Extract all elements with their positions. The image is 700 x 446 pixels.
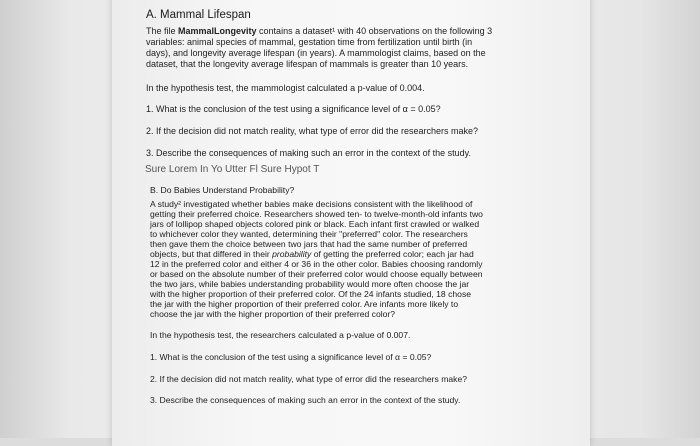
section-b-question-3: 3. Describe the consequences of making such an error in the context of the study. <box>150 395 461 405</box>
section-b-pvalue: In the hypothesis test, the researchers calculated a p-value of 0.007. <box>150 330 411 340</box>
section-b-question-2: 2. If the decision did not match reality, what type of error did the researchers make? <box>150 374 468 384</box>
section-b-body-line: the two jars, while babies understanding probability would more often choose the jar <box>150 279 470 289</box>
cut-off-text-row <box>145 164 405 176</box>
section-a-intro-line: days), and longevity average lifespan (in years). A mammologist claims, based on the <box>146 48 486 58</box>
section-a-title: A. Mammal Lifespan <box>146 9 251 21</box>
section-a-question-2: 2. If the decision did not match reality, what type of error did the researchers make? <box>146 126 478 136</box>
section-a-intro-line: dataset, that the longevity average lifespan of mammals is greater than 10 years. <box>146 59 469 69</box>
section-b-body-line: then gave them the choice between two jars that had the same number of preferred <box>150 239 468 249</box>
section-b-body-line: or based on the absolute number of their preferred color would choose equally between <box>150 269 483 279</box>
section-b-title: B. Do Babies Understand Probability? <box>150 185 295 195</box>
section-b-body-line: choose the jar with the higher proportion of their preferred color? <box>150 309 396 319</box>
section-b-body-line: A study² investigated whether babies make decisions consistent with the likelihood of <box>150 199 473 209</box>
section-b-body-line: with the higher proportion of their preferred color. Of the 24 infants studied, 18 chose <box>150 289 472 299</box>
section-a-intro-line: The file MammalLongevity contains a dataset¹ with 40 observations on the following 3 <box>146 26 493 36</box>
section-b-body-line: the jar with the higher proportion of their preferred color. Are infants more likely to <box>150 299 459 309</box>
section-a-question-3: 3. Describe the consequences of making such an error in the context of the study. <box>146 148 472 158</box>
section-b-body-line: objects, but that differed in their probability of getting the preferred color; each jar had <box>150 249 474 259</box>
section-b-body-line: getting their preferred choice. Researchers showed ten- to twelve-month-old infants two <box>150 209 483 219</box>
section-b-body-line: 12 in the preferred color and either 4 or 36 in the other color. Babies choosing randomly <box>150 259 483 269</box>
section-b-question-1: 1. What is the conclusion of the test using a significance level of α = 0.05? <box>150 352 432 362</box>
section-a-pvalue: In the hypothesis test, the mammologist calculated a p-value of 0.004. <box>146 83 425 93</box>
section-b-body-line: jars of lollipop shaped objects colored pink or black. Each infant first crawled or walked <box>150 219 480 229</box>
emphasis-probability: probability <box>272 249 312 259</box>
section-a-intro-line: variables: animal species of mammal, gestation time from fertilization until birth (in <box>146 37 473 47</box>
section-a-question-1: 1. What is the conclusion of the test using a significance level of α = 0.05? <box>146 104 441 114</box>
dataset-name: MammalLongevity <box>178 26 257 36</box>
cut-off-text: Sure Lorem In Yo Utter Fl Sure Hypot T <box>145 164 320 175</box>
section-b-body-line: to whichever color they wanted, determining their "preferred" color. The researchers <box>150 229 468 239</box>
